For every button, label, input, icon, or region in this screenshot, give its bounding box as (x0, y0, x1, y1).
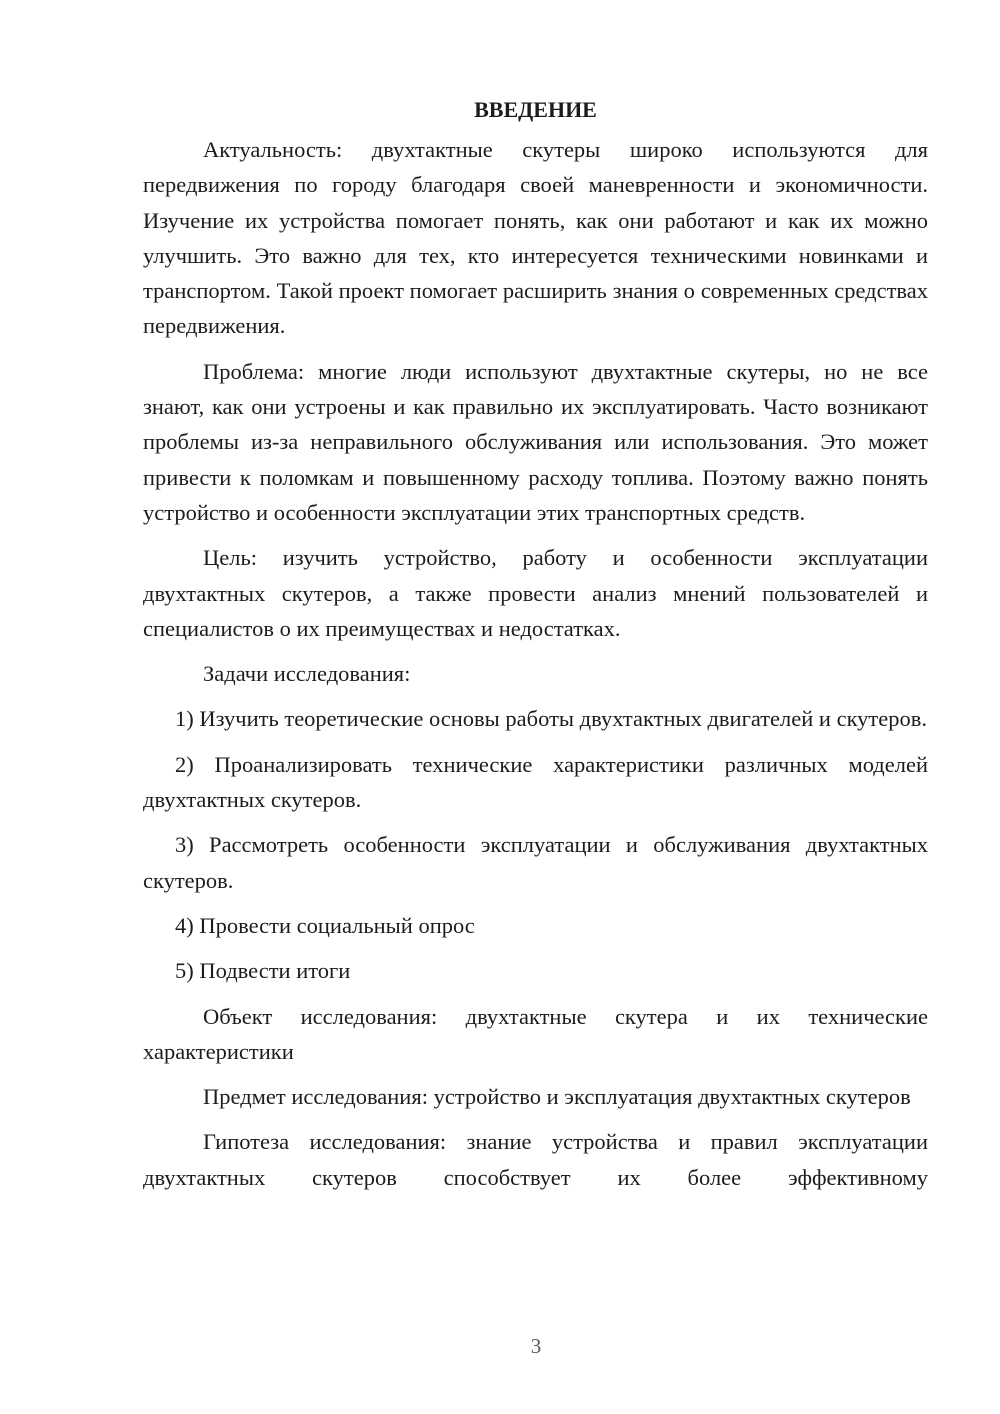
task-item: 3) Рассмотреть особенности эксплуатации и обслуживания двухтактных скутеров. (143, 832, 928, 893)
problem-paragraph: Проблема: многие люди используют двухтактные скутеры, но не все знают, как они устроены и как правильно их эксплуатировать. Часто возникают проблемы из-за неправильного обслуживания или использования. Это может привести к поломкам и повышенному расходу топлива. Поэтому важно понять устройство и особенности эксплуатации этих транспортных средств. (143, 358, 928, 525)
task-item: 2) Проанализировать технические характеристики различных моделей двухтактных скутеров. (143, 751, 928, 813)
page-content (143, 92, 928, 1205)
goal-paragraph: Цель: изучить устройство, работу и особенности эксплуатации двухтактных скутеров, а также провести анализ мнений пользователей и специалистов о их преимуществах и недостатках. (143, 545, 928, 641)
subject-paragraph: Предмет исследования: устройство и эксплуатация двухтактных скутеров (203, 1084, 911, 1110)
object-paragraph: Объект исследования: двухтактные скутера и их технические характеристики (143, 1003, 928, 1064)
hypothesis-paragraph: Гипотеза исследования: знание устройства и правил эксплуатации двухтактных скутеров способствует их более эффективному (143, 1129, 928, 1190)
relevance-paragraph: Актуальность: двухтактные скутеры широко используются для передвижения по городу благодаря своей маневренности и экономичности. Изучение их устройства помогает понять, как они работают и как их можно улучшить. Это важно для тех, кто интересуется техническими новинками и транспортом. Такой проект помогает расширить знания о современных средствах передвижения. (143, 137, 928, 339)
section-title: ВВЕДЕНИЕ (474, 97, 597, 122)
tasks-heading: Задачи исследования: (203, 661, 411, 687)
task-item: 5) Подвести итоги (175, 958, 351, 984)
task-item: 4) Провести социальный опрос (175, 912, 475, 938)
task-item: 1) Изучить теоретические основы работы двухтактных двигателей и скутеров. (175, 706, 928, 732)
page-number: 3 (530, 1334, 542, 1358)
